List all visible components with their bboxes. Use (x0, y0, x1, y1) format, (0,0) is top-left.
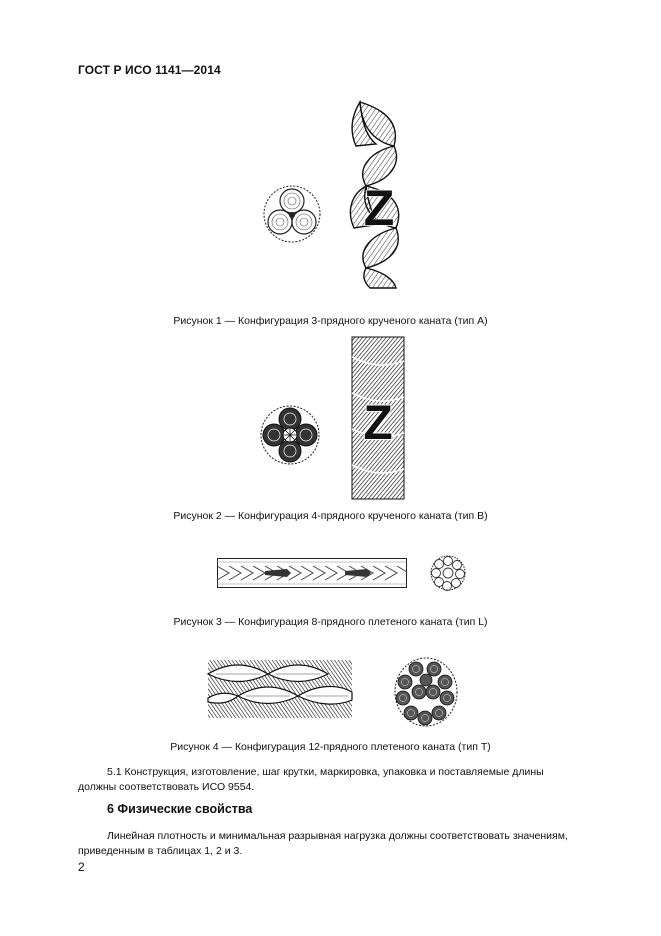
clause-5-1-line-1: 5.1 Конструкция, изготовление, шаг крутки, маркировка, упаковка и поставляемые длины (107, 766, 544, 778)
document-header: ГОСТ Р ИСО 1141—2014 (78, 63, 221, 77)
figure-4-cross-section (393, 656, 459, 728)
section-6-line-1: Линейная плотность и минимальная разрывная нагрузка должны соответствовать значениям, (107, 830, 568, 842)
figure-3-caption: Рисунок 3 — Конфигурация 8-прядного плетеного каната (тип L) (173, 616, 488, 628)
figure-1-rope-side-view (346, 102, 410, 288)
section-6-line-2: приведенным в таблицах 1, 2 и 3. (78, 845, 243, 857)
figure-2-rope-side-view (347, 337, 409, 499)
figure-2-twist-letter: Z (363, 397, 393, 450)
figure-4-caption: Рисунок 4 — Конфигурация 12-прядного плетеного каната (тип Т) (170, 741, 491, 753)
figure-3-rope-side-view (217, 558, 407, 588)
figure-2-caption: Рисунок 2 — Конфигурация 4-прядного крученого каната (тип В) (173, 510, 488, 522)
figure-1-caption: Рисунок 1 — Конфигурация 3-прядного крученого каната (тип А) (173, 315, 488, 327)
page-number: 2 (78, 860, 85, 874)
figure-4-rope-side-view (208, 658, 352, 720)
figure-3-cross-section (430, 555, 466, 591)
figure-1-twist-letter: Z (363, 180, 395, 236)
section-6-heading: 6 Физические свойства (107, 802, 253, 816)
clause-5-1-line-2: должны соответствовать ИСО 9554. (78, 781, 255, 793)
figure-2-cross-section (259, 404, 321, 466)
figure-1-cross-section (262, 184, 322, 244)
